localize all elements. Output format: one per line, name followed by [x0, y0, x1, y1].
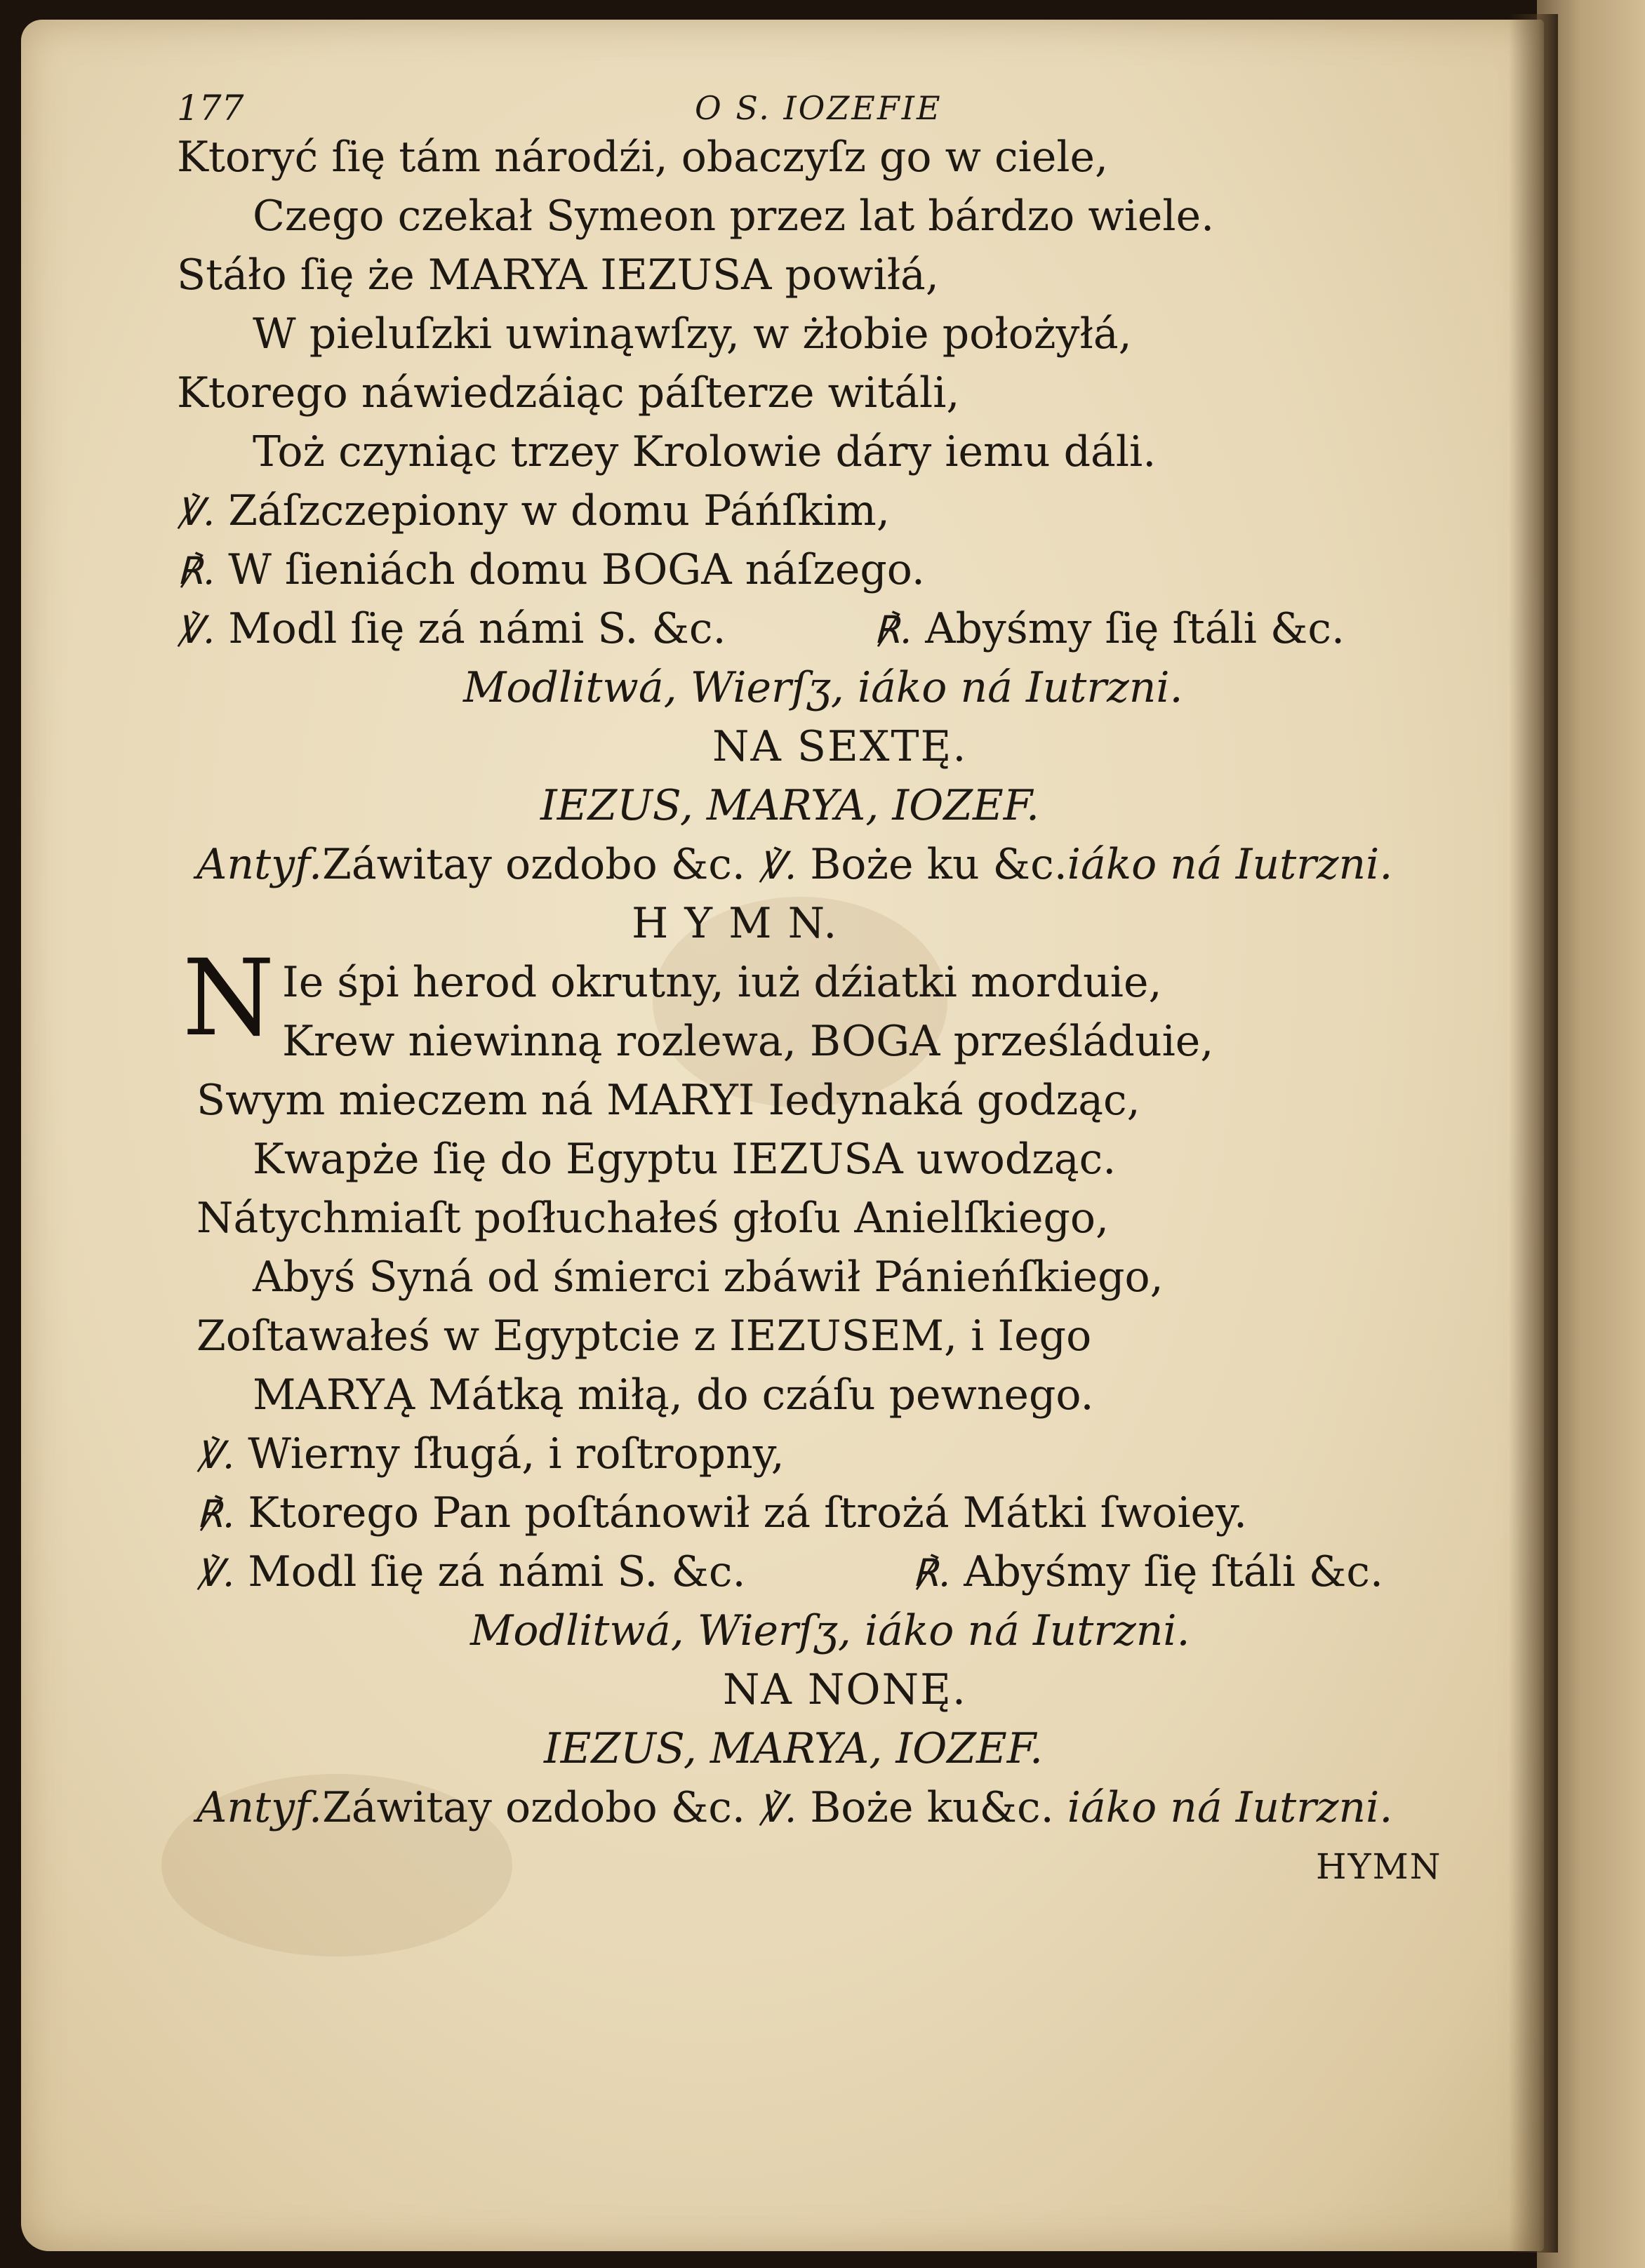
response-symbol: ℟. — [912, 1551, 951, 1595]
verse-line: Ktorego náwiedzáiąc páſterze witáli, — [177, 368, 960, 418]
book-gutter — [1509, 14, 1558, 2253]
prayer-note: Modlitwá, Wierſʒ, iáko ná Iutrzni. — [470, 1606, 1190, 1655]
versicle-line — [197, 1547, 746, 1599]
antiphon-line — [197, 839, 1392, 891]
running-title: O S. IOZEFIE — [695, 89, 943, 127]
versicle-symbol: ℣. — [759, 843, 797, 888]
antiphon-note: iáko ná Iutrzni. — [1067, 1783, 1393, 1832]
response-symbol: ℟. — [197, 1492, 235, 1536]
verse-line: MARYĄ Mátką miłą, do czáſu pewnego. — [253, 1370, 1094, 1420]
verse-line: Ktoryć ſię tám národźi, obaczyſz go w ciele, — [177, 133, 1109, 182]
catchword: HYMN — [1316, 1846, 1442, 1887]
verse-line: Zoſtawałeś w Egyptcie z IEZUSEM, i Iego — [197, 1312, 1092, 1361]
verse-line: Kwapże ſię do Egyptu IEZUSA uwodząc. — [253, 1135, 1117, 1184]
section-heading: NA SEXTĘ. — [712, 722, 968, 771]
response-symbol: ℟. — [177, 549, 215, 593]
antiphon-note: iáko ná Iutrzni. — [1067, 840, 1393, 889]
antiphon-label: Antyf. — [197, 1783, 323, 1832]
versicle-symbol: ℣. — [177, 608, 215, 652]
versicle-text: Wierny ſługá, i roſtropny, — [248, 1429, 785, 1479]
response-line — [874, 603, 1345, 655]
versicle-symbol: ℣. — [759, 1787, 797, 1831]
antiphon-text: Záwitay ozdobo &c. — [322, 840, 745, 889]
response-line — [177, 545, 925, 596]
versicle-text: Záſzczepiony w domu Páńſkim, — [228, 486, 890, 535]
response-symbol: ℟. — [874, 608, 912, 652]
versicle-symbol: ℣. — [197, 1551, 235, 1595]
response-text: W ſieniách domu BOGA náſzego. — [228, 545, 925, 594]
antiphon-label: Antyf. — [197, 840, 323, 889]
page-text — [21, 20, 1544, 2251]
versicle-text: Modl ſię zá námi S. &c. — [228, 604, 726, 653]
versicle-text: Boże ku &c. — [810, 840, 1067, 889]
versicle-text: Modl ſię zá námi S. &c. — [248, 1547, 746, 1596]
verse-line: Ie śpi herod okrutny, iuż dźiatki morduie, — [282, 958, 1162, 1007]
invocation-heading: IEZUS, MARYA, IOZEF. — [540, 781, 1040, 830]
hymn-heading: H Y M N. — [632, 899, 839, 948]
verse-line: Toż czyniąc trzey Krolowie dáry iemu dáli. — [253, 427, 1157, 476]
versicle-line — [177, 486, 890, 538]
versicle-symbol: ℣. — [197, 1433, 235, 1477]
antiphon-line — [197, 1782, 1392, 1834]
book-page — [21, 20, 1544, 2251]
verse-line: Stáło ſię że MARYA IEZUSA powiłá, — [177, 251, 939, 300]
verse-line: Nátychmiaſt poſłuchałeś głoſu Anielſkiego, — [197, 1194, 1110, 1243]
verse-line: Krew niewinną rozlewa, BOGA prześláduie, — [282, 1017, 1214, 1066]
verse-line: Abyś Syná od śmierci zbáwił Pánieńſkiego, — [253, 1253, 1164, 1302]
response-line — [912, 1547, 1383, 1599]
versicle-line — [197, 1429, 785, 1481]
versicle-text: Boże ku&c. — [810, 1783, 1054, 1832]
response-text: Abyśmy ſię ſtáli &c. — [964, 1547, 1384, 1596]
invocation-heading: IEZUS, MARYA, IOZEF. — [544, 1724, 1044, 1773]
verse-line: W pieluſzki uwinąwſzy, w żłobie położyłá, — [253, 309, 1132, 359]
section-heading: NA NONĘ. — [723, 1665, 967, 1714]
response-text: Abyśmy ſię ſtáli &c. — [925, 604, 1345, 653]
antiphon-text: Záwitay ozdobo &c. — [322, 1783, 745, 1832]
prayer-note: Modlitwá, Wierſʒ, iáko ná Iutrzni. — [463, 663, 1183, 712]
versicle-symbol: ℣. — [177, 490, 215, 534]
page-number: 177 — [177, 88, 244, 128]
verse-line: Swym mieczem ná MARYI Iedynaká godząc, — [197, 1076, 1140, 1125]
verse-line: Czego czekał Symeon przez lat bárdzo wiele. — [253, 192, 1215, 241]
response-text: Ktorego Pan poſtánowił zá ſtrożá Mátki ſwoiey. — [248, 1488, 1248, 1537]
versicle-line — [177, 603, 726, 655]
response-line — [197, 1488, 1247, 1540]
drop-cap: N — [182, 938, 275, 1060]
